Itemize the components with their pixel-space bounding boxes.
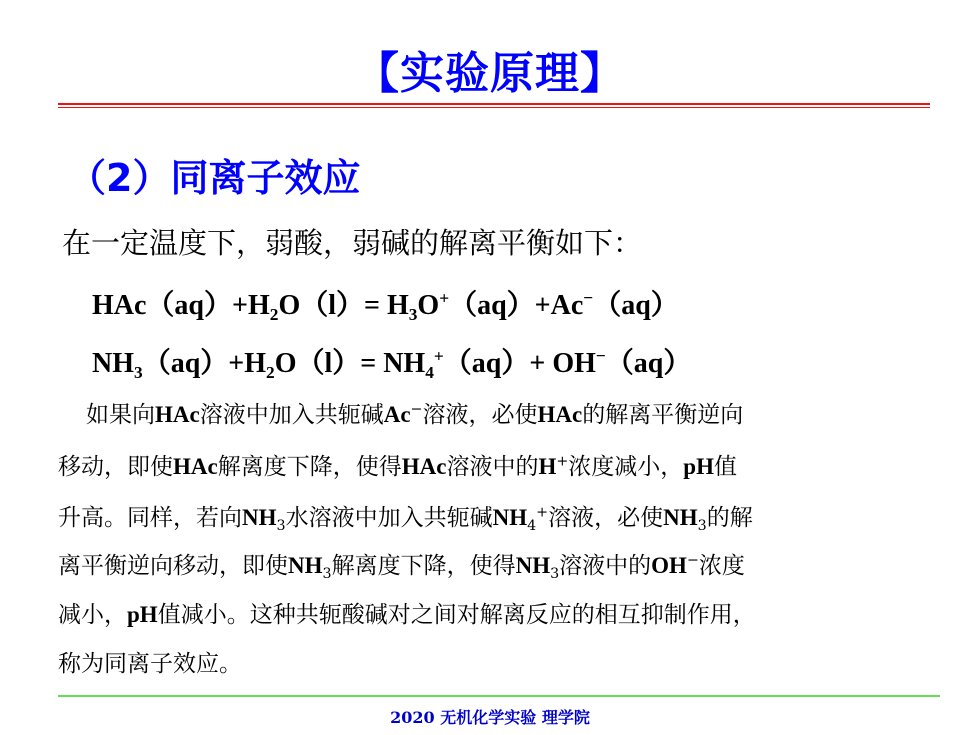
paragraph-line	[58, 646, 242, 682]
para-text: 解离度下降，使得	[331, 553, 516, 579]
para-formula: HAc	[537, 402, 583, 427]
eq-text: （aq）+Ac	[449, 290, 584, 321]
eq-text: （aq）	[593, 290, 679, 321]
paragraph-line	[58, 548, 745, 584]
para-formula: H	[538, 454, 557, 479]
para-superscript: −	[410, 401, 423, 418]
para-superscript: +	[536, 504, 549, 521]
para-subscript: 3	[322, 565, 332, 582]
para-subscript: 3	[276, 517, 286, 534]
para-text: 如果向	[86, 402, 155, 428]
title-underline-thick	[58, 103, 930, 105]
para-text: 的解离平衡逆向	[582, 402, 744, 428]
para-formula: OH	[651, 553, 687, 578]
eq-subscript: 2	[266, 363, 275, 383]
para-text: 值减小。这种共轭酸碱对之间对解离反应的相互抑制作用，	[157, 602, 756, 628]
eq-text: （aq）+ OH	[443, 348, 596, 379]
eq-text: O（l）= H	[278, 290, 409, 321]
eq-subscript: 4	[425, 363, 434, 383]
para-text: 解离度下降，使得	[217, 454, 402, 480]
intro-text: 在一定温度下，弱酸，弱碱的解离平衡如下：	[62, 226, 643, 260]
title-underline-thin	[58, 107, 930, 108]
eq-subscript: 3	[134, 363, 143, 383]
eq-subscript: 2	[269, 305, 279, 325]
para-subscript: 3	[550, 565, 560, 582]
footer-divider	[58, 695, 940, 697]
para-formula: Ac	[383, 402, 411, 427]
eq-superscript: −	[583, 288, 594, 308]
para-formula: NH	[242, 505, 277, 530]
section-heading: （2）同离子效应	[68, 156, 361, 200]
para-text: 水溶液中加入共轭碱	[285, 505, 493, 531]
para-superscript: −	[686, 552, 699, 569]
para-text: 称为同离子效应。	[58, 651, 242, 677]
eq-subscript: 3	[408, 305, 418, 325]
para-formula: HAc	[401, 454, 447, 479]
para-text: 溶液，必使	[548, 505, 664, 531]
para-formula: NH	[492, 505, 528, 530]
eq-text: NH	[92, 348, 134, 379]
eq-text: O（l）= NH	[274, 348, 426, 379]
para-formula: pH	[127, 602, 158, 627]
para-text: 溶液，必使	[422, 402, 538, 428]
paragraph-line	[86, 397, 743, 433]
paragraph-line	[58, 500, 753, 536]
eq-text: O	[417, 290, 440, 321]
paragraph-line	[58, 449, 737, 485]
para-formula: NH	[663, 505, 698, 530]
para-formula: HAc	[155, 402, 200, 427]
para-text: 溶液中的	[559, 553, 652, 579]
eq-text: HAc（aq）+H	[92, 290, 270, 321]
footer-text: 2020 无机化学实验 理学院	[390, 708, 590, 727]
para-formula: NH	[288, 553, 323, 578]
paragraph-line	[58, 597, 756, 633]
slide-title: 【实验原理】	[355, 48, 625, 99]
eq-superscript: −	[595, 346, 606, 366]
para-text: 减小，	[58, 602, 127, 628]
para-formula: pH	[683, 454, 714, 479]
para-superscript: +	[556, 453, 569, 470]
para-text: 值	[713, 454, 737, 480]
eq-superscript: +	[433, 346, 444, 366]
para-formula: HAc	[173, 454, 218, 479]
eq-text: （aq）+H	[142, 348, 266, 379]
para-text: 升高。同样，若向	[58, 505, 242, 531]
para-text: 浓度	[698, 553, 745, 579]
para-text: 溶液中加入共轭碱	[199, 402, 384, 428]
para-text: 离平衡逆向移动，即使	[58, 553, 288, 579]
para-formula: NH	[515, 553, 551, 578]
para-text: 的解	[706, 505, 753, 531]
para-text: 浓度减小，	[568, 454, 684, 480]
para-text: 移动，即使	[58, 454, 173, 480]
eq-text: （aq）	[605, 348, 692, 379]
para-text: 溶液中的	[446, 454, 539, 480]
para-subscript: 3	[697, 517, 707, 534]
para-subscript: 4	[527, 517, 537, 534]
equation-hac-dissociation	[92, 284, 679, 328]
equation-nh3-dissociation	[92, 342, 691, 386]
eq-superscript: +	[439, 288, 450, 308]
